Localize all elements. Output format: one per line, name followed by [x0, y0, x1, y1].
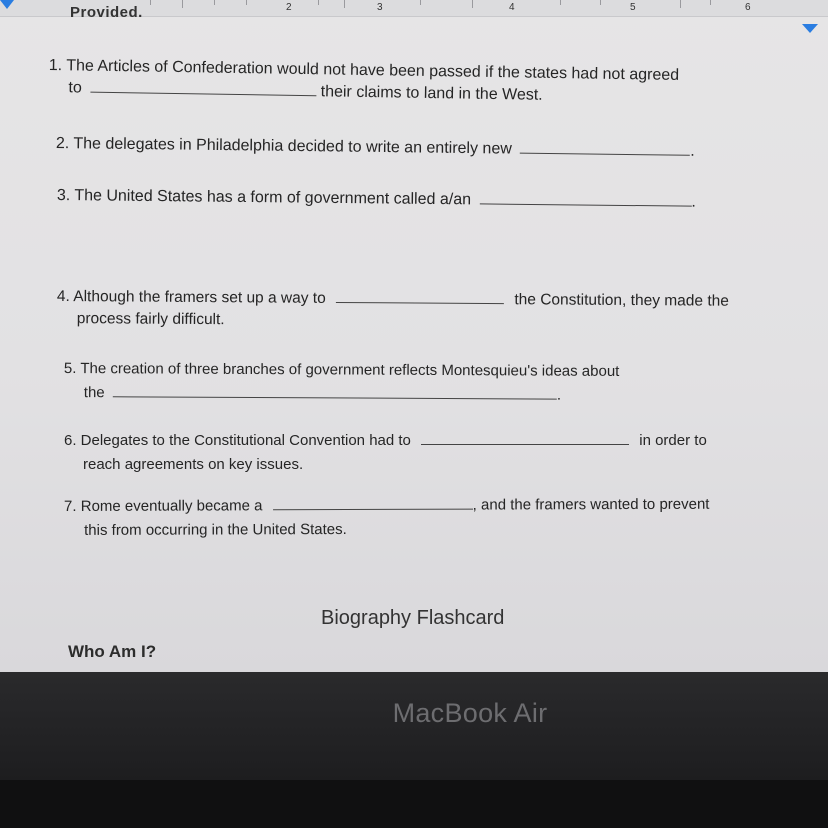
question-1-suffix: their claims to land in the West. — [320, 83, 543, 104]
ruler-tick — [150, 0, 151, 5]
flashcard-heading: Biography Flashcard — [321, 607, 505, 629]
ruler-tick — [344, 0, 345, 8]
question-4 — [57, 286, 787, 335]
who-am-i-heading: Who Am I? — [68, 642, 157, 661]
question-6-text-a: 6. Delegates to the Constitutional Convention had to — [64, 432, 411, 449]
question-5 — [64, 358, 764, 408]
question-3-text: 3. The United States has a form of government called a/an — [56, 186, 472, 209]
cut-off-heading: Provided. — [70, 4, 143, 21]
question-5-text-b: the — [83, 384, 105, 402]
question-7-line-1 — [64, 493, 764, 519]
question-5-line-2 — [64, 382, 764, 408]
device-brand-label: MacBook Air — [392, 698, 548, 728]
question-7 — [64, 493, 764, 543]
answer-blank-2[interactable] — [520, 153, 690, 156]
question-1 — [48, 55, 769, 110]
answer-blank-6[interactable] — [421, 444, 629, 445]
question-4-text-b: the Constitution, they made the — [514, 291, 729, 310]
ruler-number: 2 — [286, 2, 292, 13]
answer-blank-3[interactable] — [479, 203, 691, 206]
laptop-bezel-edge — [0, 780, 828, 828]
question-3-period: . — [691, 193, 697, 211]
question-2 — [56, 133, 756, 164]
question-7-text-b: , and the framers wanted to prevent — [472, 495, 710, 514]
question-4-text-c: process fairly difficult. — [76, 310, 225, 329]
answer-blank-4[interactable] — [336, 302, 504, 304]
ruler-tick — [710, 0, 711, 5]
question-6-text-c: reach agreements on key issues. — [83, 456, 304, 473]
ruler-tick — [420, 0, 421, 5]
ruler-tick — [600, 0, 601, 5]
question-7-text-c: this from occurring in the United States. — [84, 521, 347, 539]
ruler-tick — [182, 0, 183, 8]
question-2-text: 2. The delegates in Philadelphia decided to write an entirely new — [55, 134, 512, 158]
answer-blank-7[interactable] — [273, 509, 473, 511]
question-6 — [64, 429, 764, 477]
ruler-tick — [472, 0, 473, 8]
question-2-period: . — [690, 142, 695, 160]
question-5-text-a: 5. The creation of three branches of government reflects Montesquieu's ideas about — [63, 359, 620, 380]
question-4-text-a: 4. Although the framers set up a way to — [56, 287, 326, 307]
ruler-number: 6 — [745, 2, 751, 13]
ruler-number: 3 — [377, 2, 383, 13]
question-6-line-1 — [64, 429, 764, 453]
left-indent-marker-icon[interactable] — [0, 0, 14, 9]
ruler-tick — [680, 0, 681, 8]
question-1-to: to — [68, 79, 82, 97]
ruler-number: 5 — [630, 2, 636, 13]
ruler-tick — [246, 0, 247, 5]
question-6-text-b: in order to — [639, 432, 707, 449]
answer-blank-1[interactable] — [90, 92, 316, 97]
answer-blank-5[interactable] — [113, 396, 557, 399]
question-5-period: . — [556, 386, 562, 404]
ruler-tick — [214, 0, 215, 5]
right-indent-marker-icon[interactable] — [802, 24, 818, 33]
question-7-text-a: 7. Rome eventually became a — [64, 497, 263, 515]
question-3 — [57, 185, 757, 214]
ruler-number: 4 — [509, 2, 515, 13]
ruler-tick — [318, 0, 319, 5]
question-1-line-1: 1. The Articles of Confederation would not have been passed if the states had not agreed — [48, 56, 680, 84]
ruler-tick — [560, 0, 561, 5]
